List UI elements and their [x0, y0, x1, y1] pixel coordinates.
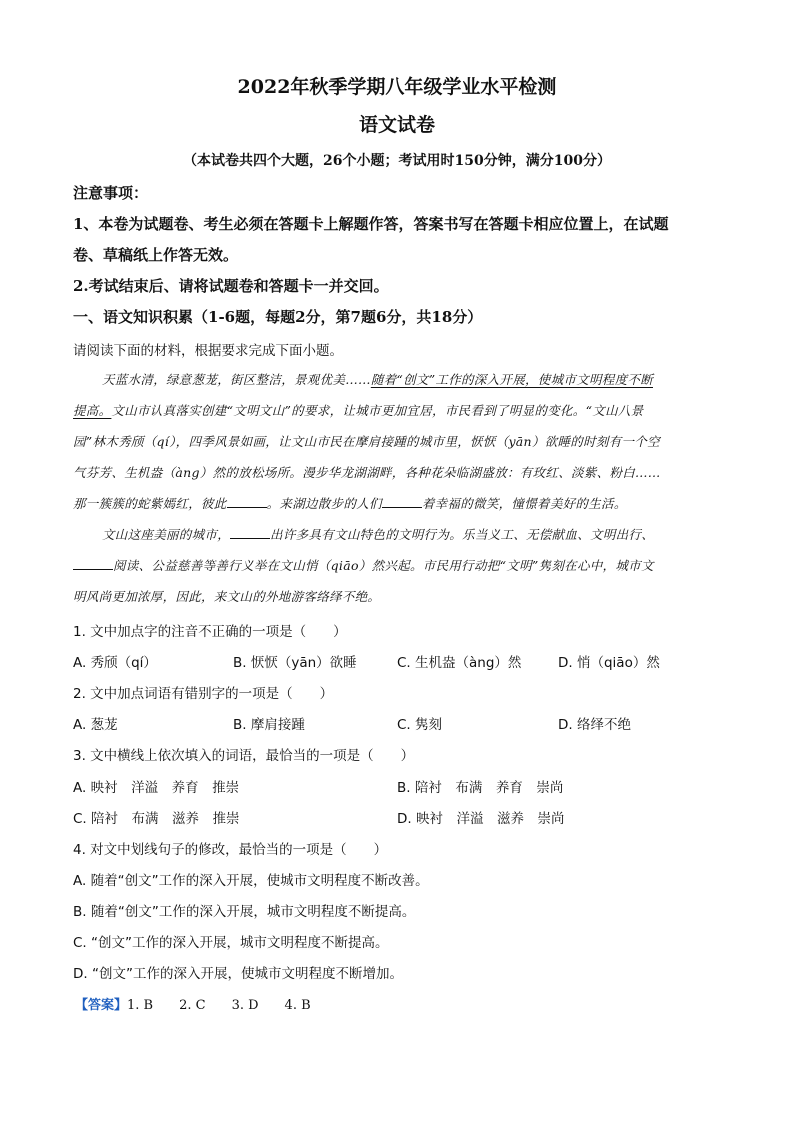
passage-line-4: 气芬芳、生机盎（àng）然的放松场所。漫步华龙湖湖畔，各种花朵临湖盛放：有玫红、淡紫、粉白…… — [73, 465, 661, 480]
passage-line-1 — [102, 370, 653, 388]
answer-line — [75, 994, 311, 1013]
answer-text: 1. B 2. C 3. D 4. B — [127, 998, 311, 1013]
passage-text: 出许多具有文山特色的文明行为。乐当义工、无偿献血、文明出行、 — [270, 527, 655, 542]
question-3-option-c: C. 陪衬 布满 滋养 推崇 — [73, 811, 240, 827]
question-3-option-b: B. 陪衬 布满 养育 崇尚 — [397, 780, 564, 796]
passage-line-3: 园”林木秀颀（qí），四季风景如画，让文山市民在摩肩接踵的城市里，恹恹（yān）欲睡的时刻有一个空 — [73, 434, 660, 449]
fill-blank-4 — [73, 557, 113, 570]
passage-line-5 — [73, 494, 627, 512]
passage-text: 着幸福的微笑，憧憬着美好的生活。 — [421, 496, 627, 511]
question-4-option-d: D. “创文”工作的深入开展，使城市文明程度不断增加。 — [73, 966, 403, 982]
question-4-option-b: B. 随着“创文”工作的深入开展，城市文明程度不断提高。 — [73, 904, 416, 920]
question-4-stem: 4. 对文中划线句子的修改，最恰当的一项是（ ） — [73, 842, 388, 858]
question-3-option-d: D. 映衬 洋溢 滋养 崇尚 — [397, 811, 565, 827]
notice-item-1-line-2: 卷、草稿纸上作答无效。 — [73, 246, 239, 264]
notice-item-2: 2.考试结束后、请将试题卷和答题卡一并交回。 — [73, 277, 389, 295]
question-2-option-c: C. 隽刻 — [397, 717, 443, 733]
question-4-option-c: C. “创文”工作的深入开展，城市文明程度不断提高。 — [73, 935, 389, 951]
passage-text: 天蓝水清，绿意葱茏，街区整洁，景观优美…… — [102, 372, 371, 387]
passage-line-6 — [102, 525, 654, 543]
question-3-option-a: A. 映衬 洋溢 养育 推崇 — [73, 780, 240, 796]
answer-tag: 【答案】 — [75, 998, 128, 1013]
question-2-option-d: D. 络绎不绝 — [558, 717, 631, 733]
question-3-stem: 3. 文中横线上依次填入的词语，最恰当的一项是（ ） — [73, 748, 415, 764]
question-1-option-a: A. 秀颀（qí） — [73, 655, 157, 671]
passage-line-8: 明风尚更加浓厚，因此，来文山的外地游客络绎不绝。 — [73, 589, 381, 604]
passage-text: 文山市认真落实创建“文明文山”的要求，让城市更加宜居，市民看到了明显的变化。“文山八景 — [111, 403, 644, 418]
question-2-option-a: A. 葱茏 — [73, 717, 118, 733]
subject-title: 语文试卷 — [358, 114, 435, 136]
passage-text: 。来湖边散步的人们 — [266, 496, 382, 511]
exam-info: （本试卷共四个大题，26个小题；考试用时150分钟，满分100分） — [183, 153, 611, 169]
question-4-option-a: A. 随着“创文”工作的深入开展，使城市文明程度不断改善。 — [73, 873, 429, 889]
underlined-sentence-end: 提高。 — [73, 403, 112, 418]
passage-line-7 — [73, 556, 654, 574]
question-2-stem: 2. 文中加点词语有错别字的一项是（ ） — [73, 686, 334, 702]
notice-item-1-line-1: 1、本卷为试题卷、考生必须在答题卡上解题作答，答案书写在答题卡相应位置上，在试题 — [73, 215, 669, 233]
question-1-option-b: B. 恹恹（yān）欲睡 — [233, 655, 357, 671]
question-1-stem: 1. 文中加点字的注音不正确的一项是（ ） — [73, 624, 347, 640]
passage-text: 文山这座美丽的城市， — [102, 527, 231, 542]
question-1-option-d: D. 悄（qiāo）然 — [558, 655, 660, 671]
underlined-sentence: 随着“创文”工作的深入开展，使城市文明程度不断 — [370, 372, 653, 387]
fill-blank-1 — [227, 495, 267, 508]
section-1-heading: 一、语文知识积累（1-6题，每题2分，第7题6分，共18分） — [73, 308, 483, 326]
exam-title: 2022年秋季学期八年级学业水平检测 — [237, 76, 557, 98]
passage-line-2 — [73, 401, 643, 419]
fill-blank-3 — [230, 526, 270, 539]
passage-text: 阅读、公益慈善等善行义举在文山悄（qiāo）然兴起。市民用行动把“文明”隽刻在心中，城市文 — [113, 558, 654, 573]
question-2-option-b: B. 摩肩接踵 — [233, 717, 305, 733]
section-1-instruction: 请阅读下面的材料，根据要求完成下面小题。 — [73, 343, 343, 359]
notice-heading: 注意事项： — [73, 184, 149, 202]
question-1-option-c: C. 生机盎（àng）然 — [397, 655, 522, 671]
passage-text: 那一簇簇的蛇紫嫣红，彼此 — [73, 496, 227, 511]
fill-blank-2 — [382, 495, 422, 508]
